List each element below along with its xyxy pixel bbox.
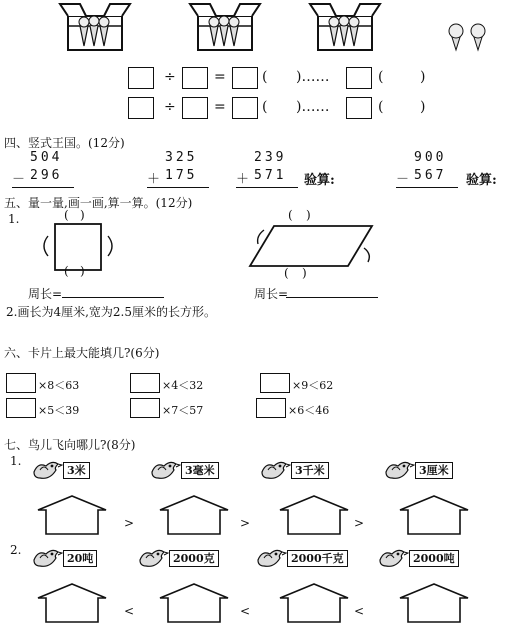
house-icon [278, 582, 350, 624]
bird-with-label[interactable] [256, 546, 348, 570]
perimeter-answer-line[interactable] [62, 297, 164, 298]
comparison-sign: < [124, 604, 135, 618]
answer-card[interactable] [256, 398, 286, 418]
paren-close: ) [420, 99, 426, 115]
bird-icon [384, 458, 414, 482]
paren-close: ) [306, 208, 311, 222]
bottom-number: 296 [30, 168, 63, 183]
answer-card[interactable] [130, 398, 160, 418]
unit-label: 3千米 [291, 462, 329, 479]
paren-open: ( [284, 266, 289, 280]
comparison-sign: > [240, 516, 251, 530]
answer-card[interactable] [130, 373, 160, 393]
bottom-number: 175 [165, 168, 198, 183]
house-icon [158, 582, 230, 624]
answer-box[interactable] [232, 67, 258, 89]
bird-icon [150, 458, 180, 482]
inequality-text: ×7＜57 [162, 404, 204, 417]
bird-icon [260, 458, 290, 482]
unit-label: 3厘米 [415, 462, 453, 479]
unit-label: 3毫米 [181, 462, 219, 479]
section-7-title: 七、鸟儿飞向哪儿?(8分) [4, 438, 136, 452]
unit-label: 3米 [63, 462, 90, 479]
house-icon [36, 582, 108, 624]
house-icon [398, 582, 470, 624]
operator: ＋ [147, 172, 161, 187]
paren-open: ( [378, 69, 384, 85]
section-6-title: 六、卡片上最大能填几?(6分) [4, 346, 160, 360]
perimeter-label: 周长= [28, 287, 63, 301]
answer-box[interactable] [182, 67, 208, 89]
top-number: 325 [165, 150, 198, 165]
comparison-sign: > [354, 516, 365, 530]
unit-label: 2000吨 [409, 550, 459, 567]
top-number: 239 [254, 150, 287, 165]
bird-icon [32, 458, 62, 482]
top-number: 504 [30, 150, 63, 165]
top-number: 900 [414, 150, 447, 165]
divide-sign: ÷ [164, 99, 176, 115]
divide-sign: ÷ [164, 69, 176, 85]
house-icon [398, 494, 470, 536]
answer-box[interactable] [182, 97, 208, 119]
section-5-title: 五、量一量,画一画,算一算。(12分) [4, 196, 193, 210]
unit-label: 2000克 [169, 550, 219, 567]
check-label: 验算: [466, 173, 497, 188]
paren-open: ( [262, 99, 268, 115]
question-1-label: 1. [8, 212, 20, 226]
inequality-text: ×4＜32 [162, 379, 204, 392]
bird-with-label[interactable] [138, 546, 219, 570]
answer-line [147, 187, 209, 188]
bottom-number: 567 [414, 168, 447, 183]
check-label: 验算: [304, 173, 335, 188]
comparison-sign: < [354, 604, 365, 618]
bird-with-label[interactable] [32, 546, 97, 570]
bird-with-label[interactable] [32, 458, 90, 482]
answer-card[interactable] [6, 373, 36, 393]
inequality-text: ×6＜46 [288, 404, 330, 417]
question-1-label: 1. [10, 454, 22, 468]
paren-open: ( [378, 99, 384, 115]
section-4-title: 四、竖式王国。(12分) [4, 136, 125, 150]
answer-line [396, 187, 458, 188]
inequality-text: ×5＜39 [38, 404, 80, 417]
equals-sign: = [214, 69, 226, 85]
remainder-dots: )…… [296, 69, 330, 85]
bird-with-label[interactable] [260, 458, 329, 482]
parallelogram-shape [244, 222, 384, 272]
paren-open: ( [262, 69, 268, 85]
house-icon [158, 494, 230, 536]
unit-label: 20吨 [63, 550, 97, 567]
perimeter-label: 周长= [254, 287, 289, 301]
unit-label: 2000千克 [287, 550, 348, 567]
house-icon [36, 494, 108, 536]
bird-icon [32, 546, 62, 570]
paren-close: ) [420, 69, 426, 85]
paren-open: ( [64, 264, 69, 278]
answer-box[interactable] [128, 97, 154, 119]
bird-with-label[interactable] [384, 458, 453, 482]
bottom-number: 571 [254, 168, 287, 183]
answer-box[interactable] [346, 67, 372, 89]
answer-line [12, 187, 74, 188]
answer-line [236, 187, 298, 188]
comparison-sign: > [124, 516, 135, 530]
answer-box[interactable] [346, 97, 372, 119]
answer-card[interactable] [260, 373, 290, 393]
ice-cream-box-icon [190, 2, 260, 54]
bird-with-label[interactable] [150, 458, 219, 482]
comparison-sign: < [240, 604, 251, 618]
inequality-text: ×8＜63 [38, 379, 80, 392]
ice-cream-icon [447, 22, 489, 52]
answer-card[interactable] [6, 398, 36, 418]
square-shape [38, 222, 138, 282]
equals-sign: = [214, 99, 226, 115]
question-2-label: 2. [10, 543, 22, 557]
house-icon [278, 494, 350, 536]
bird-icon [138, 546, 168, 570]
perimeter-answer-line[interactable] [286, 297, 378, 298]
operator: － [396, 172, 410, 187]
answer-box[interactable] [128, 67, 154, 89]
bird-icon [378, 546, 408, 570]
paren-open: ( [288, 208, 293, 222]
operator: － [12, 172, 26, 187]
bird-with-label[interactable] [378, 546, 459, 570]
operator: ＋ [236, 172, 250, 187]
question-2-text: 2.画长为4厘米,宽为2.5厘米的长方形。 [6, 305, 216, 319]
paren-close: ) [80, 208, 85, 222]
remainder-dots: )…… [296, 99, 330, 115]
paren-open: ( [64, 208, 69, 222]
bird-icon [256, 546, 286, 570]
answer-box[interactable] [232, 97, 258, 119]
ice-cream-box-icon [60, 2, 130, 54]
ice-cream-box-icon [310, 2, 380, 54]
paren-close: ) [80, 264, 85, 278]
inequality-text: ×9＜62 [292, 379, 334, 392]
paren-close: ) [302, 266, 307, 280]
